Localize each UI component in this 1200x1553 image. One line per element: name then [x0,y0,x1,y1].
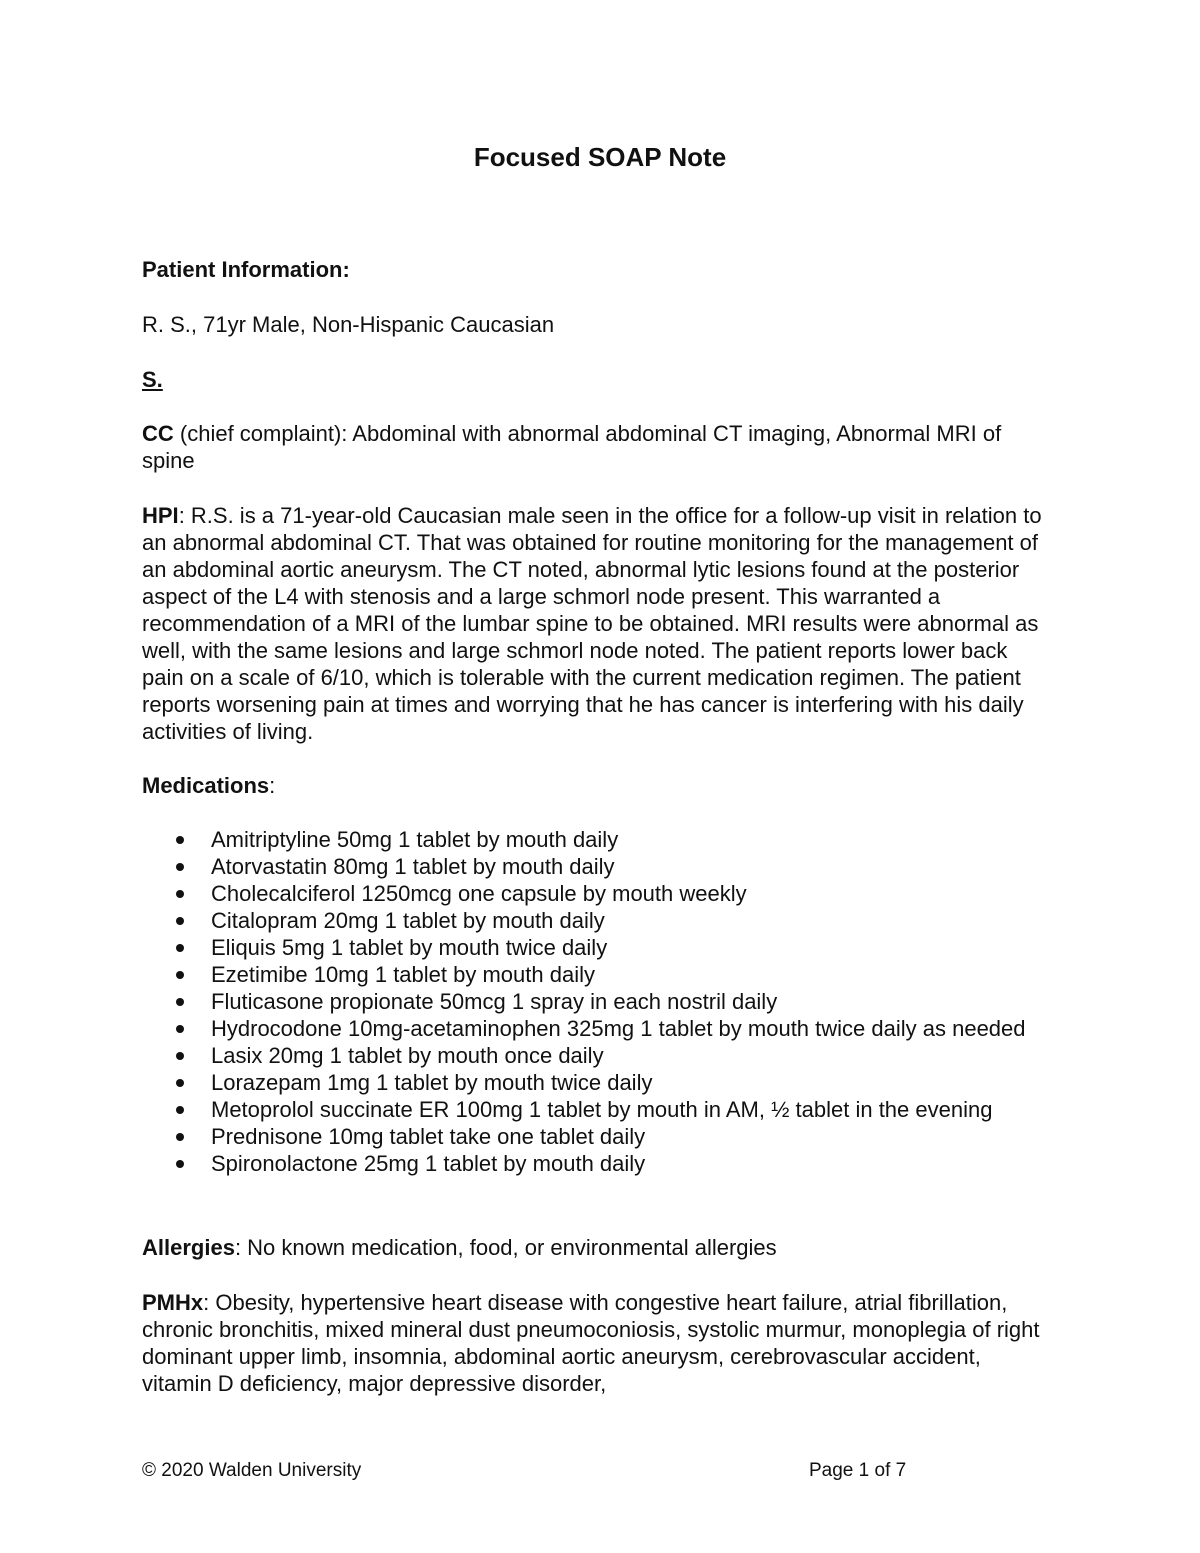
cc-label: CC [142,421,174,446]
hpi-text: : R.S. is a 71-year-old Caucasian male seen in the office for a follow-up visit in relation to an abnormal abdominal CT. That was obtained for routine monitoring for the management of an abdominal aortic aneurysm. The CT noted, abnormal lytic lesions found at the posterior aspect of the L4 with stenosis and a large schmorl node present. This warranted a recommendation of a MRI of the lumbar spine to be obtained. MRI results were abnormal as well, with the same lesions and large schmorl node noted. The patient reports lower back pain on a scale of 6/10, which is tolerable with the current medication regimen. The patient reports worsening pain at times and worrying that he has cancer is interfering with his daily activities of living. [142,503,1042,744]
medications-label: Medications [142,773,270,798]
medication-item: Eliquis 5mg 1 tablet by mouth twice daily [142,934,1058,961]
patient-info-text: R. S., 71yr Male, Non-Hispanic Caucasian [142,312,555,337]
bullet-icon [176,863,184,871]
footer-copyright: © 2020 Walden University [142,1460,362,1481]
medication-item: Lorazepam 1mg 1 tablet by mouth twice daily [142,1069,1058,1096]
bullet-icon [176,1160,184,1168]
pmhx-text: : Obesity, hypertensive heart disease with congestive heart failure, atrial fibrillation, chronic bronchitis, mixed mineral dust pneumoconiosis, systolic murmur, monoplegia of right dominant upper limb, insomnia, abdominal aortic aneurysm, cerebrovascular accident, vitamin D deficiency, major depressive disorder, [142,1290,1040,1396]
pmhx-paragraph [142,1289,1047,1397]
bullet-icon [176,917,184,925]
bullet-icon [176,890,184,898]
bullet-icon [176,1079,184,1087]
footer-page-number: Page 1 of 7 [809,1460,907,1481]
chief-complaint-paragraph [142,420,1047,474]
allergies-text: : No known medication, food, or environmental allergies [234,1235,777,1260]
allergies-paragraph [142,1234,1058,1261]
medication-item: Ezetimibe 10mg 1 tablet by mouth daily [142,961,1058,988]
bullet-icon [176,1025,184,1033]
medication-item: Hydrocodone 10mg-acetaminophen 325mg 1 tablet by mouth twice daily as needed [142,1015,1058,1042]
bullet-icon [176,1052,184,1060]
bullet-icon [176,1106,184,1114]
medication-item: Prednisone 10mg tablet take one tablet daily [142,1123,1058,1150]
medication-item: Cholecalciferol 1250mcg one capsule by mouth weekly [142,880,1058,907]
bullet-icon [176,836,184,844]
medication-item: Metoprolol succinate ER 100mg 1 tablet by mouth in AM, ½ tablet in the evening [142,1096,1058,1123]
allergies-label: Allergies [142,1235,235,1260]
medication-item: Citalopram 20mg 1 tablet by mouth daily [142,907,1058,934]
medication-item: Atorvastatin 80mg 1 tablet by mouth daily [142,853,1058,880]
section-s-heading: S. [142,367,163,392]
patient-info-heading: Patient Information: [142,257,350,282]
document-title: Focused SOAP Note [473,142,727,172]
medication-item: Fluticasone propionate 50mcg 1 spray in each nostril daily [142,988,1058,1015]
bullet-icon [176,971,184,979]
medications-colon: : [269,773,276,798]
medication-item: Lasix 20mg 1 tablet by mouth once daily [142,1042,1058,1069]
bullet-icon [176,1133,184,1141]
hpi-label: HPI [142,503,179,528]
medication-item: Spironolactone 25mg 1 tablet by mouth daily [142,1150,1058,1177]
medications-list [142,826,1058,1177]
medication-item: Amitriptyline 50mg 1 tablet by mouth daily [142,826,1058,853]
pmhx-label: PMHx [142,1290,204,1315]
cc-text: (chief complaint): Abdominal with abnormal abdominal CT imaging, Abnormal MRI of spine [142,421,1002,473]
bullet-icon [176,998,184,1006]
hpi-paragraph [142,502,1047,745]
medications-heading [142,772,1058,799]
bullet-icon [176,944,184,952]
